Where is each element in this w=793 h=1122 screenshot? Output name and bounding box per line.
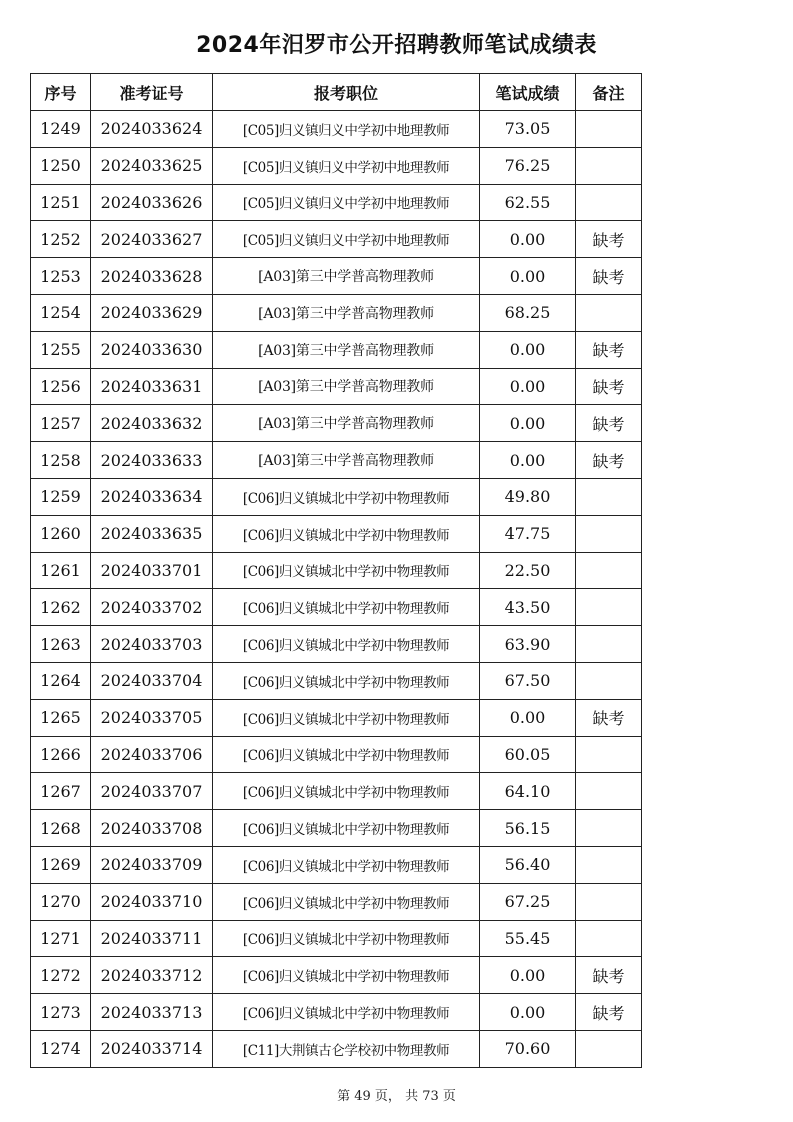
cell-seq: 1264 — [31, 662, 91, 699]
cell-note — [576, 478, 642, 515]
cell-note — [576, 552, 642, 589]
table-row — [31, 331, 642, 368]
cell-exam-id: 2024033632 — [91, 405, 213, 442]
cell-score: 62.55 — [480, 184, 576, 221]
cell-score: 0.00 — [480, 442, 576, 479]
header-seq: 序号 — [31, 74, 91, 111]
table-row — [31, 883, 642, 920]
cell-note — [576, 736, 642, 773]
table-body — [31, 111, 642, 1068]
table-row — [31, 405, 642, 442]
cell-exam-id: 2024033629 — [91, 294, 213, 331]
table-row — [31, 515, 642, 552]
table-row — [31, 368, 642, 405]
cell-note — [576, 1030, 642, 1067]
cell-exam-id: 2024033703 — [91, 626, 213, 663]
cell-seq: 1274 — [31, 1030, 91, 1067]
cell-exam-id: 2024033631 — [91, 368, 213, 405]
cell-seq: 1252 — [31, 221, 91, 258]
table-row — [31, 111, 642, 148]
page-footer: 第 49 页， 共 73 页 — [337, 1089, 456, 1104]
cell-seq: 1256 — [31, 368, 91, 405]
page-title: 2024年汨罗市公开招聘教师笔试成绩表 — [196, 33, 597, 58]
cell-exam-id: 2024033633 — [91, 442, 213, 479]
cell-position: [C06]归义镇城北中学初中物理教师 — [213, 478, 480, 515]
cell-exam-id: 2024033627 — [91, 221, 213, 258]
cell-position: [C06]归义镇城北中学初中物理教师 — [213, 883, 480, 920]
cell-seq: 1266 — [31, 736, 91, 773]
cell-position: [A03]第三中学普高物理教师 — [213, 442, 480, 479]
cell-position: [C06]归义镇城北中学初中物理教师 — [213, 589, 480, 626]
table-row — [31, 589, 642, 626]
cell-score: 49.80 — [480, 478, 576, 515]
cell-position: [C06]归义镇城北中学初中物理教师 — [213, 699, 480, 736]
cell-position: [C05]归义镇归义中学初中地理教师 — [213, 221, 480, 258]
cell-seq: 1268 — [31, 810, 91, 847]
table-row — [31, 442, 642, 479]
cell-exam-id: 2024033712 — [91, 957, 213, 994]
cell-score: 68.25 — [480, 294, 576, 331]
cell-position: [C06]归义镇城北中学初中物理教师 — [213, 552, 480, 589]
cell-score: 55.45 — [480, 920, 576, 957]
table-row — [31, 626, 642, 663]
cell-score: 0.00 — [480, 331, 576, 368]
cell-position: [C06]归义镇城北中学初中物理教师 — [213, 810, 480, 847]
cell-seq: 1251 — [31, 184, 91, 221]
cell-seq: 1267 — [31, 773, 91, 810]
cell-note: 缺考 — [576, 699, 642, 736]
cell-exam-id: 2024033710 — [91, 883, 213, 920]
cell-score: 76.25 — [480, 147, 576, 184]
header-position: 报考职位 — [213, 74, 480, 111]
cell-position: [C06]归义镇城北中学初中物理教师 — [213, 736, 480, 773]
cell-score: 0.00 — [480, 221, 576, 258]
cell-note — [576, 515, 642, 552]
cell-exam-id: 2024033707 — [91, 773, 213, 810]
cell-seq: 1273 — [31, 994, 91, 1031]
cell-score: 73.05 — [480, 111, 576, 148]
cell-note: 缺考 — [576, 442, 642, 479]
table-row — [31, 221, 642, 258]
cell-note: 缺考 — [576, 258, 642, 295]
cell-exam-id: 2024033711 — [91, 920, 213, 957]
cell-seq: 1260 — [31, 515, 91, 552]
cell-score: 70.60 — [480, 1030, 576, 1067]
table-row — [31, 957, 642, 994]
cell-seq: 1261 — [31, 552, 91, 589]
cell-position: [C06]归义镇城北中学初中物理教师 — [213, 626, 480, 663]
cell-note — [576, 773, 642, 810]
cell-exam-id: 2024033714 — [91, 1030, 213, 1067]
cell-score: 0.00 — [480, 699, 576, 736]
cell-position: [A03]第三中学普高物理教师 — [213, 405, 480, 442]
cell-exam-id: 2024033709 — [91, 846, 213, 883]
cell-seq: 1272 — [31, 957, 91, 994]
cell-position: [C05]归义镇归义中学初中地理教师 — [213, 184, 480, 221]
cell-score: 0.00 — [480, 994, 576, 1031]
cell-exam-id: 2024033706 — [91, 736, 213, 773]
cell-seq: 1269 — [31, 846, 91, 883]
cell-note: 缺考 — [576, 331, 642, 368]
cell-note — [576, 810, 642, 847]
cell-exam-id: 2024033708 — [91, 810, 213, 847]
cell-note — [576, 626, 642, 663]
table-row — [31, 552, 642, 589]
cell-note: 缺考 — [576, 957, 642, 994]
cell-score: 22.50 — [480, 552, 576, 589]
cell-exam-id: 2024033704 — [91, 662, 213, 699]
cell-position: [C05]归义镇归义中学初中地理教师 — [213, 147, 480, 184]
cell-seq: 1259 — [31, 478, 91, 515]
cell-position: [A03]第三中学普高物理教师 — [213, 294, 480, 331]
table-row — [31, 920, 642, 957]
table-row — [31, 699, 642, 736]
table-row — [31, 478, 642, 515]
cell-seq: 1270 — [31, 883, 91, 920]
table-row — [31, 846, 642, 883]
cell-score: 0.00 — [480, 405, 576, 442]
cell-score: 47.75 — [480, 515, 576, 552]
cell-exam-id: 2024033713 — [91, 994, 213, 1031]
cell-note — [576, 589, 642, 626]
cell-seq: 1255 — [31, 331, 91, 368]
cell-seq: 1254 — [31, 294, 91, 331]
cell-note — [576, 883, 642, 920]
cell-exam-id: 2024033701 — [91, 552, 213, 589]
cell-position: [C06]归义镇城北中学初中物理教师 — [213, 846, 480, 883]
cell-seq: 1253 — [31, 258, 91, 295]
cell-note — [576, 920, 642, 957]
cell-exam-id: 2024033624 — [91, 111, 213, 148]
cell-exam-id: 2024033626 — [91, 184, 213, 221]
header-note: 备注 — [576, 74, 642, 111]
cell-position: [C06]归义镇城北中学初中物理教师 — [213, 662, 480, 699]
cell-score: 64.10 — [480, 773, 576, 810]
table-row — [31, 147, 642, 184]
cell-note: 缺考 — [576, 221, 642, 258]
table-row — [31, 258, 642, 295]
cell-position: [A03]第三中学普高物理教师 — [213, 368, 480, 405]
cell-note: 缺考 — [576, 405, 642, 442]
cell-position: [A03]第三中学普高物理教师 — [213, 258, 480, 295]
cell-position: [A03]第三中学普高物理教师 — [213, 331, 480, 368]
cell-note — [576, 294, 642, 331]
cell-note — [576, 184, 642, 221]
cell-exam-id: 2024033628 — [91, 258, 213, 295]
table-row — [31, 810, 642, 847]
cell-note: 缺考 — [576, 994, 642, 1031]
cell-score: 60.05 — [480, 736, 576, 773]
cell-seq: 1271 — [31, 920, 91, 957]
cell-score: 67.50 — [480, 662, 576, 699]
cell-seq: 1262 — [31, 589, 91, 626]
scores-table — [30, 73, 642, 1068]
cell-seq: 1258 — [31, 442, 91, 479]
cell-score: 0.00 — [480, 258, 576, 295]
cell-score: 0.00 — [480, 368, 576, 405]
cell-exam-id: 2024033635 — [91, 515, 213, 552]
cell-note — [576, 111, 642, 148]
cell-position: [C06]归义镇城北中学初中物理教师 — [213, 773, 480, 810]
table-row — [31, 184, 642, 221]
cell-position: [C06]归义镇城北中学初中物理教师 — [213, 994, 480, 1031]
cell-exam-id: 2024033702 — [91, 589, 213, 626]
cell-exam-id: 2024033634 — [91, 478, 213, 515]
cell-seq: 1263 — [31, 626, 91, 663]
cell-score: 63.90 — [480, 626, 576, 663]
cell-exam-id: 2024033625 — [91, 147, 213, 184]
header-score: 笔试成绩 — [480, 74, 576, 111]
table-row — [31, 294, 642, 331]
table-row — [31, 736, 642, 773]
cell-seq: 1257 — [31, 405, 91, 442]
cell-score: 0.00 — [480, 957, 576, 994]
table-row — [31, 662, 642, 699]
cell-score: 56.40 — [480, 846, 576, 883]
cell-position: [C11]大荆镇古仑学校初中物理教师 — [213, 1030, 480, 1067]
cell-position: [C06]归义镇城北中学初中物理教师 — [213, 957, 480, 994]
cell-note — [576, 846, 642, 883]
cell-score: 56.15 — [480, 810, 576, 847]
table-row — [31, 994, 642, 1031]
cell-position: [C06]归义镇城北中学初中物理教师 — [213, 515, 480, 552]
cell-note: 缺考 — [576, 368, 642, 405]
table-header-row — [31, 74, 642, 111]
header-exam-id: 准考证号 — [91, 74, 213, 111]
cell-score: 67.25 — [480, 883, 576, 920]
cell-exam-id: 2024033630 — [91, 331, 213, 368]
table-row — [31, 773, 642, 810]
cell-position: [C05]归义镇归义中学初中地理教师 — [213, 111, 480, 148]
table-row — [31, 1030, 642, 1067]
cell-note — [576, 662, 642, 699]
cell-exam-id: 2024033705 — [91, 699, 213, 736]
cell-score: 43.50 — [480, 589, 576, 626]
cell-seq: 1250 — [31, 147, 91, 184]
cell-seq: 1249 — [31, 111, 91, 148]
cell-note — [576, 147, 642, 184]
cell-position: [C06]归义镇城北中学初中物理教师 — [213, 920, 480, 957]
cell-seq: 1265 — [31, 699, 91, 736]
